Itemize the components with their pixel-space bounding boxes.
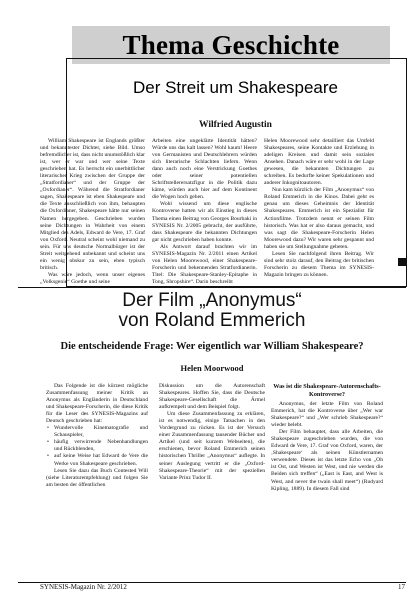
- paragraph: Nun kam kürzlich der Film „Anonymus“ von Roland Emmerich in die Kinos. Dabei geht es genau um dieses Geheimnis der Identität Shakespeares. Emmerich ist ein Spezialist für Actionfilme. Trotzdem nennt er seinen Film historisch. Was hat er also daraus gemacht, und was sagt die Shakespeare-Forscherin Helen Moorewood dazu? Wir waren sehr gespannt und haben sie um Stellungnahme gebeten.: [264, 187, 374, 250]
- paragraph: Diskussion um die Autorenschaft Shakespeares. Hoffen Sie, dass die Deutsche Shakespeare-Gesellschaft die Ärmel aufkrempelt und dem Beispiel folgt.: [159, 383, 265, 411]
- article2-column-3: [271, 383, 383, 493]
- article1-title: Der Streit um Shakespeare: [132, 78, 339, 97]
- article2-column-2: [159, 383, 265, 482]
- footer-magazine: SYNESIS-Magazin Nr. 2/2012: [40, 583, 127, 591]
- list-item: • häufig verwirrende Nebenhandlungen und Rückblenden,: [46, 439, 148, 453]
- paragraph: Lesen Sie dazu das Buch Contested Will (siehe Literaturempfehlung) und folgen Sie am besten der öffentlichen: [46, 467, 148, 488]
- page-number: 17: [398, 583, 405, 591]
- article2-column-1: [46, 383, 148, 489]
- paragraph: Lesen Sie nachfolgend ihren Beitrag. Wir sind sehr stolz darauf, den Beitrag der britischen Forscherin zu diesem Thema im SYNESIS-Magazin bringen zu können.: [264, 250, 374, 278]
- paragraph: Der Film behauptet, dass alle Arbeiten, die Shakespeare zugeschrieben wurden, die von Edward de Vere, 17. Graf von Oxford, waren, der ‚Shakespeare‘ als seinen Künstlernamen verwendete. Dieses ist das letzte Echo von „Oh ist Ost, und Westen ist West, und nie werden die Beiden sich treffen“ („East is East, and West is West, and never the twain shall meet“) (Rudyard Kipling, 1889). In diesem Fall sind: [271, 429, 383, 492]
- article1-column-3: [264, 138, 374, 279]
- section-title: Thema Geschichte: [122, 29, 340, 60]
- paragraph: Wohl wissend um diese englische Kontroverse hatten wir als Einstieg in dieses Thema einen Beitrag von Georges Bourbaki in SYNESIS Nr. 2/2005 gebracht, der ausführte, dass Shakespeare die bekannten Dichtungen gar nicht geschrieben haben konnte.: [152, 201, 257, 243]
- paragraph: Anonymus, der letzte Film von Roland Emmerich, hat die Kontroverse über „Wer war Shakespeare?“ und „Wer schrieb Shakespeare?“ wieder belebt.: [271, 401, 383, 429]
- article1-column-2: [152, 138, 257, 286]
- column-heading: Was ist die Shakespeare-Autorenschafts-Kontroverse?: [273, 383, 381, 398]
- article2-title-line2: von Roland Emmerich: [118, 310, 306, 331]
- list-item: • auf keine Weise hat Edward de Vere die Werke von Shakespeare geschrieben.: [46, 453, 148, 467]
- bullet-list: [46, 425, 148, 467]
- paragraph: Als Antwort darauf brachten wir im SYNESIS-Magazin Nr. 2/2011 einen Artikel von Helen Moorewood, einer Shakespeare-Forscherin und bekennenden Stratfordianerin. Titel: Die Shakespeare-Stanley-Epitaphe in Tong, Shropshire“. Darin beschreibt: [152, 243, 257, 285]
- article-separator: [18, 287, 406, 288]
- article2-subtitle: Die entscheidende Frage: Wer eigentlich war William Shakespeare?: [60, 341, 364, 352]
- article1-column-1: [40, 138, 145, 286]
- paragraph: Das Folgende ist die kürzest mögliche Zusammenfassung meiner Kritik an Anonymus als Engländerin in Deutschland und Shakespeare-Forscherin, die diese Kritik für die Leser des SYNESIS-Magazins auf Deutsch geschrieben hat:: [46, 383, 148, 425]
- article2-author: Helen Moorwood: [180, 363, 244, 373]
- article2-title-line1: Der Film „Anonymus“: [122, 290, 302, 311]
- paragraph: William Shakespeare ist Englands größter und bekanntester Dichter, siehe Bild. Umso befremdlicher ist, dass nicht unumstößlich klar ist, wer er war und wer seine Texte geschrieben hat. Es herrscht ein unerbittlicher literarischer Krieg zwischen der Gruppe der „Stratfordianer“ und der Gruppe der „Oxfordianer“. Während die Stratfordianer sagen, Shakespeare ist eben Shakespeare und die Texte ausschließlich von ihm, behaupten die Oxfordianer, Shakespeare hätte nur seinen Namen hergegeben. Geschrieben wurden seine Dichtungen in Wahrheit von einem Mitglied des Adels, Edward de Vere, 17. Graf von Oxford. Neutral scheint wohl niemand zu sein. Für uns deutsche Normalbürger ist der Streit weitgehend unbekannt und scheint uns ein wenig obskur zu sein, eben typisch britisch.: [40, 138, 146, 271]
- paragraph: Helen Moorewood sehr detailliert das Umfeld Shakespeares, seine Kontakte und Erziehung in adeligen Kreisen und damit sein soziales Ansehen. Danach wäre er sehr wohl in der Lage gewesen, die bekannten Dichtungen zu schreiben. Es bedurfte keiner Spekulationen und anderer Inkognitoautoren.: [264, 138, 374, 187]
- paragraph: Um diese Zusammenfassung zu erklären, ist es notwendig, einige Tatsachen in den Vordergrund zu rücken. Es ist der Versuch einer Zusammenfassung tausender Bücher und Artikel (und seit kurzem Webseiten), die erschienen, bevor Roland Emmerich seinen historischen Thriller „Anonymus“ auflegte. In seiner Auslegung vertritt er die „Oxford-Shakespeare-Theorie“ mit der speziellen Variante Prinz Tudor II.: [159, 411, 265, 481]
- paragraph: Was wäre jedoch, wenn unser eigenes „Volksgenie“ Goethe und seine: [40, 271, 145, 285]
- paragraph: Arbeiten eine ungeklärte Identität hätten? Würde uns das kalt lassen? Wohl kaum! Heere von Germanisten und Deutschlehrern würden sich literarische Schlachten liefern. Wenn dann auch noch eine Verstrickung Goethes oder seiner potentiellen Schriftstellerersatzfigur in die Politik dazu käme, würden auch hier auf dem Kontinent die Wogen hoch gehen.: [152, 138, 257, 201]
- list-item: • Wundervolle Kinematografie und Schauspieler,: [46, 425, 148, 439]
- article-end-marker: [398, 258, 406, 266]
- article1-author: Wilfried Augustin: [199, 120, 272, 130]
